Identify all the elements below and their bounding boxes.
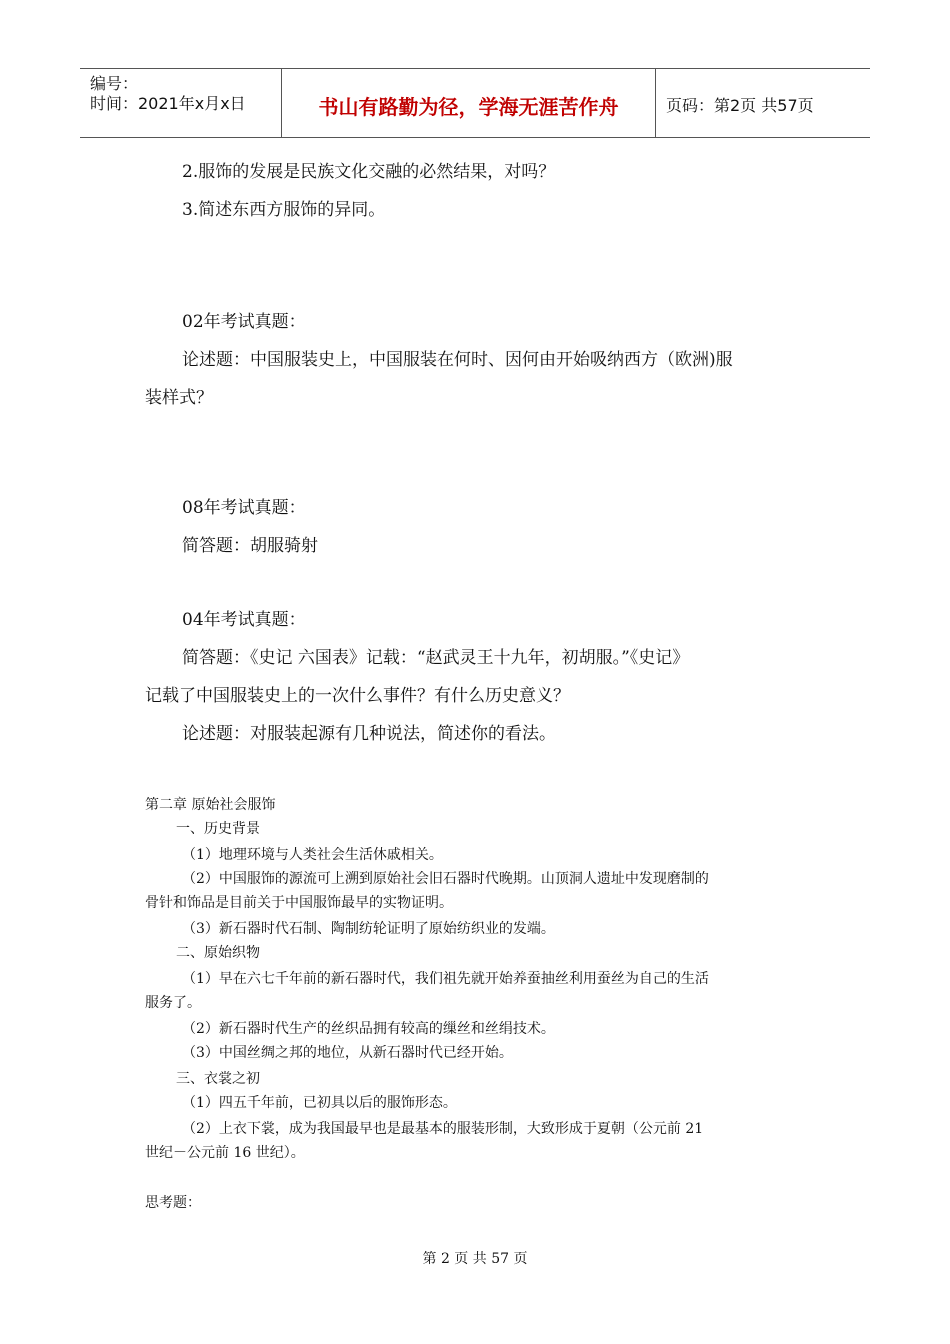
header-motto-cell [282, 69, 656, 137]
exam-04-question-line1: 简答题：《史记 六国表》记载：“赵武灵王十九年，初胡服。”《史记》 [182, 648, 690, 668]
section-2-item-1-line2: 服务了。 [145, 995, 201, 1011]
section-2-item-3: （3）中国丝绸之邦的地位，从新石器时代已经开始。 [182, 1045, 513, 1061]
chapter-title: 第二章 原始社会服饰 [145, 797, 276, 813]
exam-04-question-line3: 论述题：对服装起源有几种说法，简述你的看法。 [182, 724, 556, 744]
page-footer: 第 2 页 共 57 页 [422, 1251, 528, 1267]
exam-02-question-line2: 装样式？ [145, 388, 213, 408]
section-3-item-2-line1: （2）上衣下裳，成为我国最早也是最基本的服装形制，大致形成于夏朝（公元前 21 [182, 1121, 704, 1137]
page-header [80, 68, 870, 138]
question-2: 2.服饰的发展是民族文化交融的必然结果，对吗？ [182, 162, 556, 182]
section-3-item-1: （1）四五千年前，已初具以后的服饰形态。 [182, 1095, 457, 1111]
section-1-item-2-line2: 骨针和饰品是目前关于中国服饰最早的实物证明。 [145, 895, 453, 911]
header-page-number: 页码：第2页 共57页 [666, 96, 814, 115]
thinking-questions-label: 思考题： [145, 1195, 201, 1211]
section-1-heading: 一、历史背景 [176, 821, 260, 837]
exam-02-question-line1: 论述题：中国服装史上，中国服装在何时、因何由开始吸纳西方（欧洲)服 [182, 350, 733, 370]
exam-04-question-line2: 记载了中国服装史上的一次什么事件？有什么历史意义？ [145, 686, 570, 706]
header-page-cell [656, 69, 870, 137]
document-date-label: 时间：2021年x月x日 [90, 94, 246, 113]
section-1-item-1: （1）地理环境与人类社会生活休戚相关。 [182, 847, 443, 863]
exam-08-question: 简答题：胡服骑射 [182, 536, 318, 556]
section-2-heading: 二、原始织物 [176, 945, 260, 961]
section-1-item-2-line1: （2）中国服饰的源流可上溯到原始社会旧石器时代晚期。山顶洞人遗址中发现磨制的 [182, 871, 709, 887]
section-2-item-2: （2）新石器时代生产的丝织品拥有较高的缫丝和丝绢技术。 [182, 1021, 555, 1037]
section-3-item-2-line2: 世纪－公元前 16 世纪）。 [145, 1145, 305, 1161]
section-1-item-3: （3）新石器时代石制、陶制纺轮证明了原始纺织业的发端。 [182, 921, 555, 937]
exam-02-title: 02年考试真题： [182, 312, 306, 332]
header-motto: 书山有路勤为径，学海无涯苦作舟 [318, 95, 619, 119]
exam-08-title: 08年考试真题： [182, 498, 306, 518]
section-3-heading: 三、衣裳之初 [176, 1071, 260, 1087]
question-3: 3.简述东西方服饰的异同。 [182, 200, 386, 220]
header-info-cell [80, 69, 282, 137]
section-2-item-1-line1: （1）早在六七千年前的新石器时代，我们祖先就开始养蚕抽丝利用蚕丝为自己的生活 [182, 971, 709, 987]
document-number-label: 编号： [90, 74, 139, 93]
exam-04-title: 04年考试真题： [182, 610, 306, 630]
